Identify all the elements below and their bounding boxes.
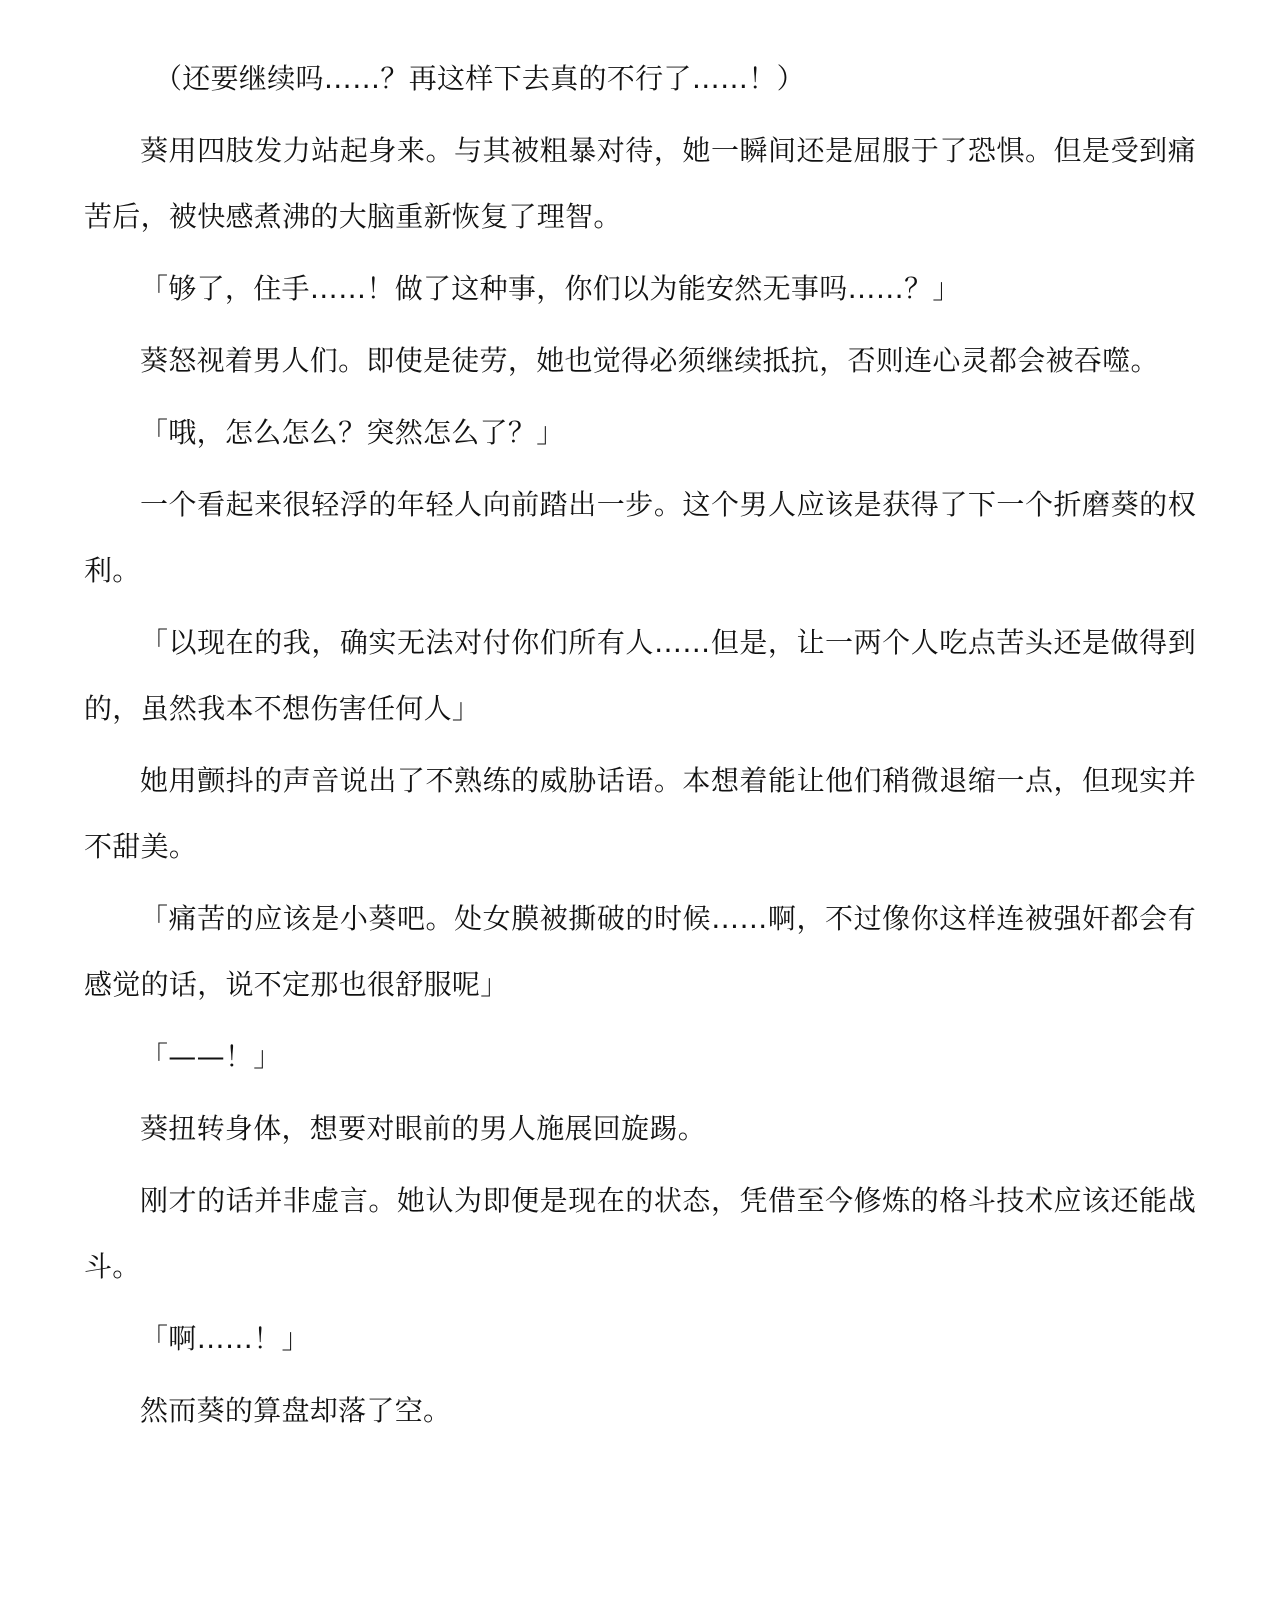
paragraph-narration: 葵扭转身体，想要对眼前的男人施展回旋踢。 <box>140 1112 707 1145</box>
paragraph-narration: 葵怒视着男人们。即使是徒劳，她也觉得必须继续抵抗，否则连心灵都会被吞噬。 <box>140 344 1159 377</box>
paragraph-narration: 刚才的话并非虚言。她认为即便是现在的状态，凭借至今修炼的格斗技术应该还能战斗。 <box>84 1184 1196 1283</box>
paragraph-inner-thought: （还要继续吗……？再这样下去真的不行了……！） <box>154 62 805 95</box>
paragraph-narration: 一个看起来很轻浮的年轻人向前踏出一步。这个男人应该是获得了下一个折磨葵的权利。 <box>84 488 1196 587</box>
paragraph-dialogue: 「以现在的我，确实无法对付你们所有人……但是，让一两个人吃点苦头还是做得到的，虽然我本不想伤害任何人」 <box>84 626 1196 725</box>
paragraph-dialogue: 「痛苦的应该是小葵吧。处女膜被撕破的时候……啊，不过像你这样连被强奸都会有感觉的话，说不定那也很舒服呢」 <box>84 902 1196 1001</box>
paragraph-dialogue: 「哦，怎么怎么？突然怎么了？」 <box>140 416 565 449</box>
paragraph-dialogue: 「够了，住手……！做了这种事，你们以为能安然无事吗……？」 <box>140 272 961 305</box>
paragraph-narration: 葵用四肢发力站起身来。与其被粗暴对待，她一瞬间还是屈服于了恐惧。但是受到痛苦后，被快感煮沸的大脑重新恢复了理智。 <box>84 134 1196 233</box>
paragraph-narration: 她用颤抖的声音说出了不熟练的威胁话语。本想着能让他们稍微退缩一点，但现实并不甜美。 <box>84 764 1196 863</box>
paragraph-dialogue: 「啊……！」 <box>140 1322 310 1355</box>
paragraph-narration: 然而葵的算盘却落了空。 <box>140 1394 452 1427</box>
paragraph-dialogue: 「——！」 <box>140 1040 282 1073</box>
text-body <box>84 46 1196 1450</box>
